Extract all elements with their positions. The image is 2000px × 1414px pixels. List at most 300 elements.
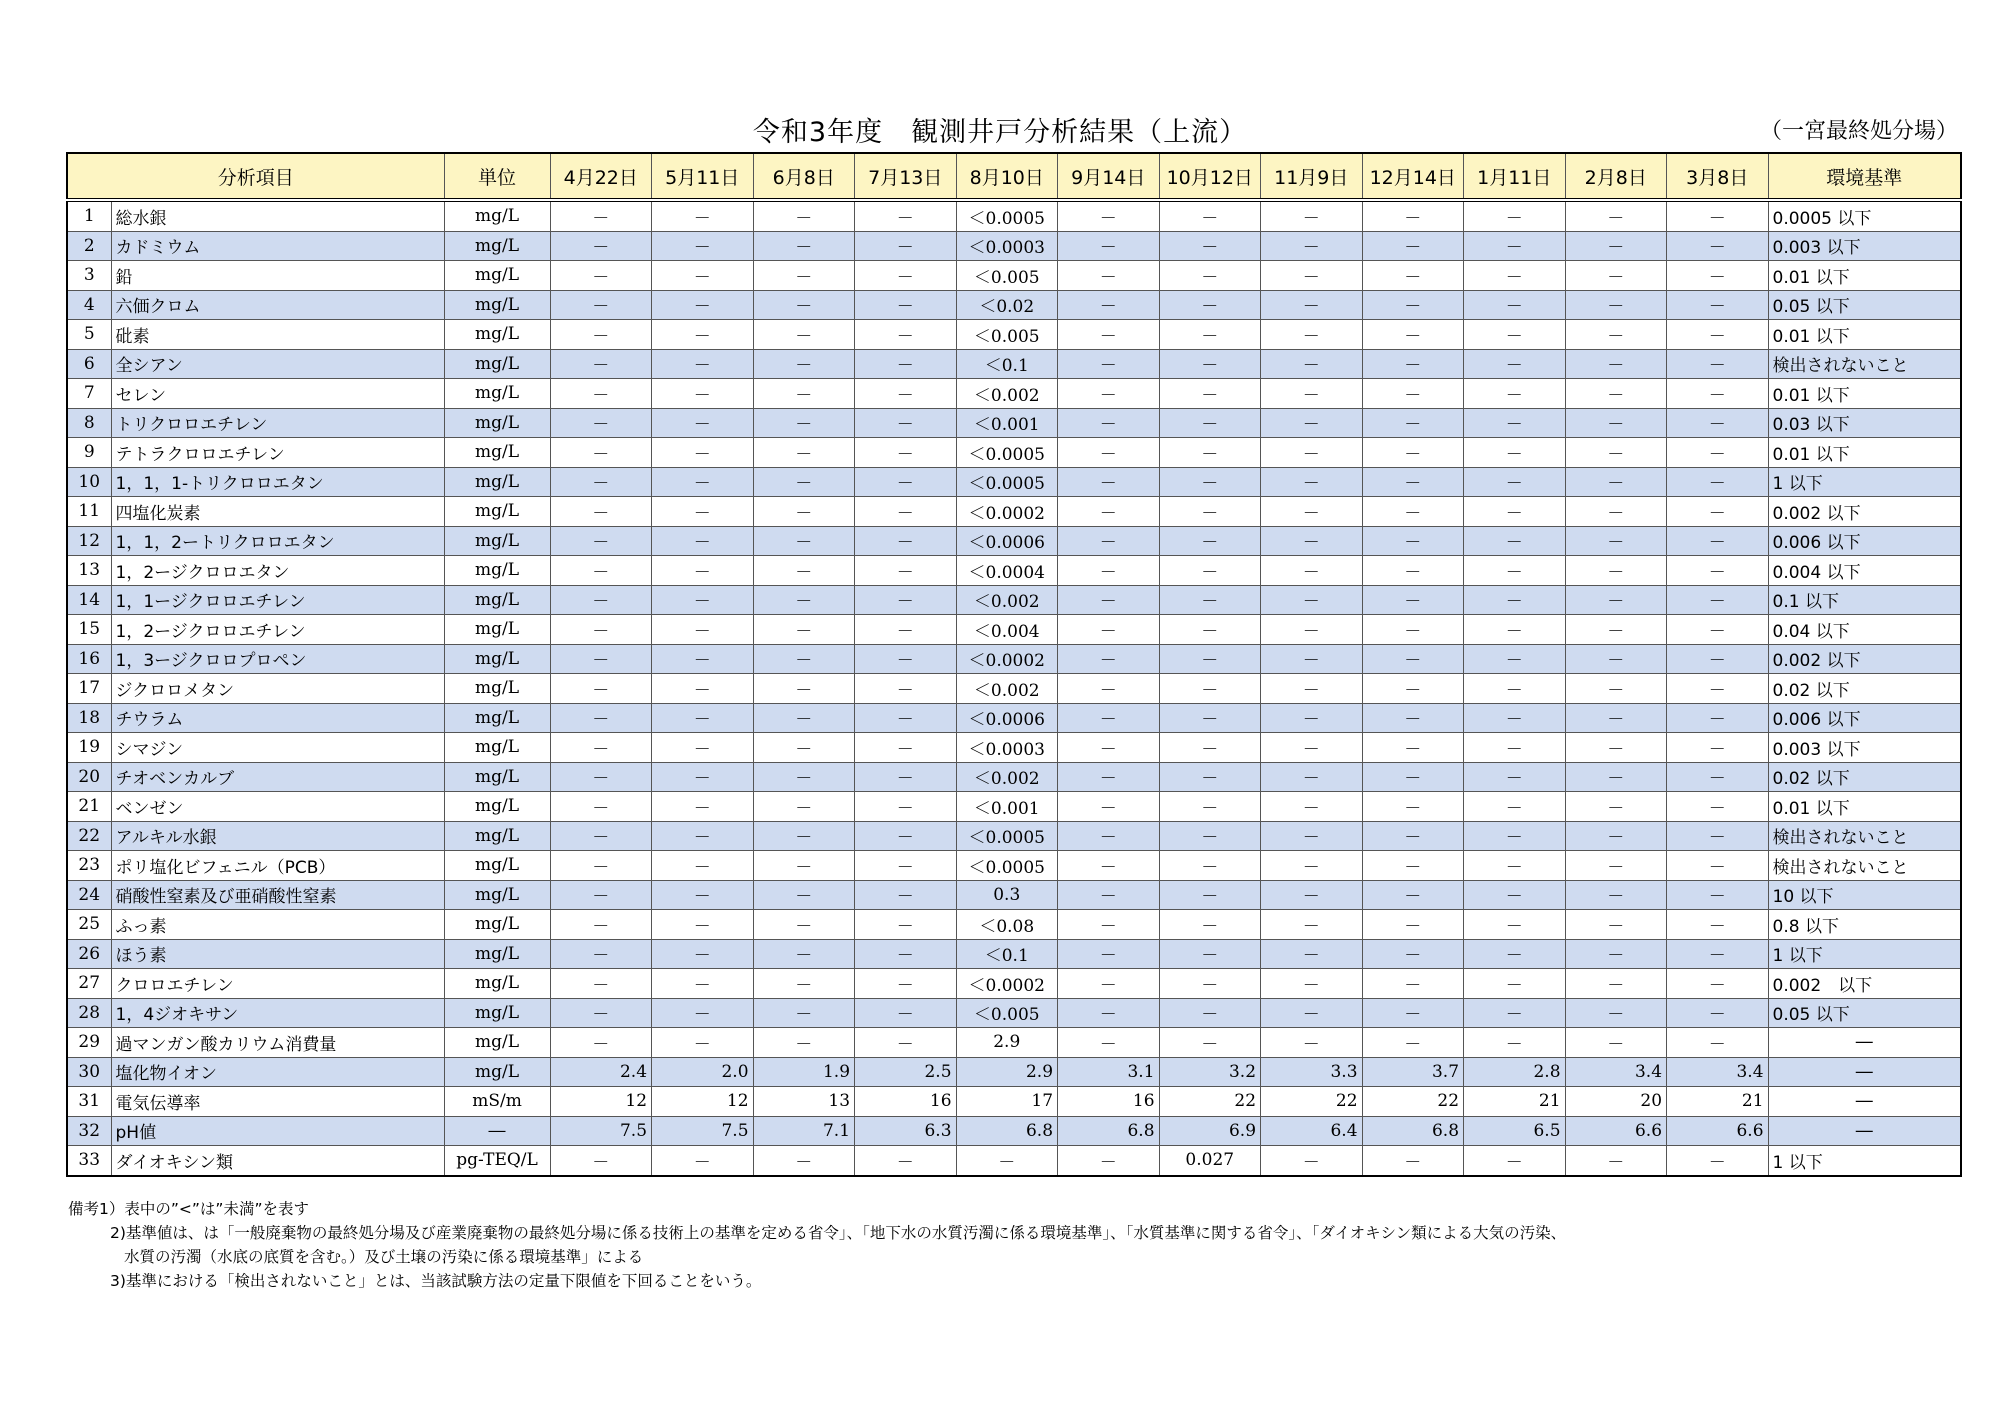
header-date: 9月14日 — [1058, 153, 1160, 200]
standard-cell: ― — [1768, 1028, 1961, 1058]
value-cell: － — [1058, 349, 1160, 379]
standard-cell: 1 以下 — [1768, 467, 1961, 497]
value-cell: － — [550, 261, 652, 291]
item-name: 1，1ージクロロエチレン — [111, 585, 444, 615]
header-date: 2月8日 — [1565, 153, 1667, 200]
value-cell: 7.1 — [753, 1116, 855, 1146]
value-cell: ＜0.002 — [956, 585, 1058, 615]
standard-cell: 0.004 以下 — [1768, 556, 1961, 586]
standard-cell: 0.04 以下 — [1768, 615, 1961, 645]
document-title: 令和3年度 観測井戸分析結果（上流） — [752, 117, 1248, 148]
value-cell: 6.5 — [1464, 1116, 1566, 1146]
value-cell: － — [753, 585, 855, 615]
value-cell: － — [652, 1028, 754, 1058]
value-cell: － — [1362, 1146, 1464, 1176]
value-cell: － — [652, 556, 754, 586]
item-name: チウラム — [111, 703, 444, 733]
value-cell: － — [652, 261, 754, 291]
value-cell: 17 — [956, 1087, 1058, 1117]
unit-cell: mg/L — [444, 762, 550, 792]
value-cell: － — [652, 880, 754, 910]
value-cell: ＜0.001 — [956, 792, 1058, 822]
value-cell: － — [1464, 526, 1566, 556]
value-cell: － — [753, 290, 855, 320]
value-cell: － — [1565, 939, 1667, 969]
value-cell: － — [1464, 585, 1566, 615]
value-cell: － — [550, 674, 652, 704]
value-cell: － — [753, 998, 855, 1028]
standard-cell: 0.002 以下 — [1768, 969, 1961, 999]
value-cell: － — [1464, 939, 1566, 969]
value-cell: － — [1565, 880, 1667, 910]
value-cell: － — [1058, 880, 1160, 910]
value-cell: － — [1464, 615, 1566, 645]
value-cell: 3.4 — [1667, 1057, 1769, 1087]
header-date: 1月11日 — [1464, 153, 1566, 200]
value-cell: － — [1261, 998, 1363, 1028]
row-number: 4 — [67, 290, 111, 320]
unit-cell: mg/L — [444, 408, 550, 438]
value-cell: － — [1667, 438, 1769, 468]
value-cell: － — [652, 821, 754, 851]
item-name: 過マンガン酸カリウム消費量 — [111, 1028, 444, 1058]
row-number: 10 — [67, 467, 111, 497]
table-row — [67, 644, 1961, 674]
value-cell: － — [753, 733, 855, 763]
value-cell: － — [652, 939, 754, 969]
value-cell: － — [1565, 821, 1667, 851]
value-cell: － — [1058, 320, 1160, 350]
value-cell: － — [1362, 969, 1464, 999]
value-cell: － — [1464, 200, 1566, 231]
row-number: 28 — [67, 998, 111, 1028]
header-date: 12月14日 — [1362, 153, 1464, 200]
value-cell: － — [1565, 467, 1667, 497]
analysis-results-table — [66, 152, 1962, 1177]
value-cell: － — [1464, 851, 1566, 881]
value-cell: － — [652, 910, 754, 940]
value-cell: － — [855, 320, 957, 350]
item-name: ふっ素 — [111, 910, 444, 940]
value-cell: － — [1464, 408, 1566, 438]
row-number: 17 — [67, 674, 111, 704]
row-number: 6 — [67, 349, 111, 379]
value-cell: 13 — [753, 1087, 855, 1117]
value-cell: － — [550, 703, 652, 733]
row-number: 8 — [67, 408, 111, 438]
standard-cell: 0.01 以下 — [1768, 320, 1961, 350]
value-cell: － — [1667, 615, 1769, 645]
value-cell: － — [1362, 674, 1464, 704]
item-name: ダイオキシン類 — [111, 1146, 444, 1176]
item-name: pH値 — [111, 1116, 444, 1146]
value-cell: － — [1565, 762, 1667, 792]
standard-cell: 0.003 以下 — [1768, 231, 1961, 261]
item-name: ポリ塩化ビフェニル（PCB） — [111, 851, 444, 881]
standard-cell: ― — [1768, 1057, 1961, 1087]
value-cell: 12 — [652, 1087, 754, 1117]
value-cell: － — [1667, 200, 1769, 231]
value-cell: － — [1667, 969, 1769, 999]
value-cell: － — [1058, 556, 1160, 586]
standard-cell: 0.01 以下 — [1768, 261, 1961, 291]
value-cell: － — [1159, 320, 1261, 350]
value-cell: － — [753, 1146, 855, 1176]
item-name: アルキル水銀 — [111, 821, 444, 851]
row-number: 5 — [67, 320, 111, 350]
table-row — [67, 792, 1961, 822]
value-cell: － — [1667, 792, 1769, 822]
value-cell: － — [1565, 1028, 1667, 1058]
value-cell: ＜0.005 — [956, 320, 1058, 350]
value-cell: － — [753, 969, 855, 999]
value-cell: ＜0.1 — [956, 939, 1058, 969]
value-cell: － — [550, 320, 652, 350]
value-cell: － — [1667, 939, 1769, 969]
value-cell: － — [753, 379, 855, 409]
table-row — [67, 200, 1961, 231]
value-cell: － — [855, 585, 957, 615]
value-cell: 6.8 — [1058, 1116, 1160, 1146]
value-cell: － — [855, 467, 957, 497]
value-cell: － — [1362, 703, 1464, 733]
value-cell: － — [1058, 674, 1160, 704]
value-cell: － — [855, 998, 957, 1028]
unit-cell: mg/L — [444, 556, 550, 586]
value-cell: ＜0.08 — [956, 910, 1058, 940]
value-cell: － — [1362, 526, 1464, 556]
value-cell: － — [1159, 379, 1261, 409]
value-cell: － — [652, 379, 754, 409]
site-name: （一宮最終処分場） — [1759, 119, 1958, 144]
table-row — [67, 1028, 1961, 1058]
value-cell: － — [1362, 910, 1464, 940]
value-cell: － — [550, 200, 652, 231]
item-name: 硝酸性窒素及び亜硝酸性窒素 — [111, 880, 444, 910]
value-cell: 3.3 — [1261, 1057, 1363, 1087]
standard-cell: 0.8 以下 — [1768, 910, 1961, 940]
value-cell: － — [652, 526, 754, 556]
value-cell: － — [550, 585, 652, 615]
item-name: 六価クロム — [111, 290, 444, 320]
value-cell: － — [550, 792, 652, 822]
table-row — [67, 349, 1961, 379]
value-cell: － — [1362, 851, 1464, 881]
value-cell: － — [1261, 939, 1363, 969]
value-cell: － — [1362, 261, 1464, 291]
value-cell: － — [1261, 703, 1363, 733]
value-cell: － — [956, 1146, 1058, 1176]
value-cell: 16 — [855, 1087, 957, 1117]
value-cell: － — [1464, 762, 1566, 792]
standard-cell: 0.002 以下 — [1768, 644, 1961, 674]
value-cell: － — [1667, 261, 1769, 291]
value-cell: － — [1159, 408, 1261, 438]
table-row — [67, 467, 1961, 497]
value-cell: － — [855, 969, 957, 999]
item-name: カドミウム — [111, 231, 444, 261]
row-number: 23 — [67, 851, 111, 881]
value-cell: ＜0.0006 — [956, 526, 1058, 556]
value-cell: 22 — [1261, 1087, 1363, 1117]
header-date: 5月11日 — [652, 153, 754, 200]
row-number: 9 — [67, 438, 111, 468]
standard-cell: 0.01 以下 — [1768, 379, 1961, 409]
value-cell: 12 — [550, 1087, 652, 1117]
value-cell: － — [1159, 821, 1261, 851]
value-cell: 16 — [1058, 1087, 1160, 1117]
table-row — [67, 497, 1961, 527]
unit-cell: mg/L — [444, 290, 550, 320]
table-row — [67, 762, 1961, 792]
value-cell: － — [1261, 349, 1363, 379]
value-cell: － — [1058, 762, 1160, 792]
row-number: 21 — [67, 792, 111, 822]
value-cell: － — [753, 261, 855, 291]
value-cell: ＜0.0003 — [956, 231, 1058, 261]
value-cell: － — [1159, 200, 1261, 231]
value-cell: － — [1261, 556, 1363, 586]
value-cell: － — [753, 644, 855, 674]
row-number: 33 — [67, 1146, 111, 1176]
value-cell: － — [550, 467, 652, 497]
value-cell: － — [855, 939, 957, 969]
value-cell: － — [1362, 998, 1464, 1028]
value-cell: － — [1464, 674, 1566, 704]
value-cell: － — [1058, 615, 1160, 645]
item-name: 四塩化炭素 — [111, 497, 444, 527]
value-cell: － — [1261, 526, 1363, 556]
value-cell: － — [550, 408, 652, 438]
value-cell: ＜0.005 — [956, 261, 1058, 291]
value-cell: － — [1667, 290, 1769, 320]
row-number: 16 — [67, 644, 111, 674]
table-row — [67, 969, 1961, 999]
value-cell: 6.3 — [855, 1116, 957, 1146]
value-cell: ＜0.0002 — [956, 969, 1058, 999]
item-name: シマジン — [111, 733, 444, 763]
value-cell: ＜0.0002 — [956, 497, 1058, 527]
value-cell: ＜0.0005 — [956, 438, 1058, 468]
standard-cell: 0.006 以下 — [1768, 526, 1961, 556]
value-cell: － — [1058, 792, 1160, 822]
value-cell: － — [550, 762, 652, 792]
table-row — [67, 939, 1961, 969]
value-cell: － — [1261, 762, 1363, 792]
value-cell: － — [1667, 733, 1769, 763]
value-cell: ＜0.004 — [956, 615, 1058, 645]
value-cell: － — [550, 349, 652, 379]
value-cell: － — [652, 1146, 754, 1176]
table-row — [67, 1116, 1961, 1146]
value-cell: － — [1464, 320, 1566, 350]
value-cell: 2.9 — [956, 1028, 1058, 1058]
unit-cell: mg/L — [444, 320, 550, 350]
value-cell: － — [1362, 290, 1464, 320]
value-cell: ＜0.0005 — [956, 821, 1058, 851]
value-cell: 21 — [1667, 1087, 1769, 1117]
value-cell: － — [1159, 703, 1261, 733]
table-row — [67, 1146, 1961, 1176]
value-cell: － — [652, 467, 754, 497]
row-number: 3 — [67, 261, 111, 291]
value-cell: － — [1261, 910, 1363, 940]
value-cell: － — [1261, 408, 1363, 438]
value-cell: 2.8 — [1464, 1057, 1566, 1087]
value-cell: － — [1261, 880, 1363, 910]
value-cell: － — [1261, 200, 1363, 231]
item-name: 1，3ージクロロプロペン — [111, 644, 444, 674]
unit-cell: mg/L — [444, 231, 550, 261]
value-cell: － — [753, 1028, 855, 1058]
value-cell: － — [550, 851, 652, 881]
value-cell: － — [1261, 438, 1363, 468]
value-cell: － — [855, 497, 957, 527]
value-cell: － — [1362, 438, 1464, 468]
item-name: 塩化物イオン — [111, 1057, 444, 1087]
table-row — [67, 821, 1961, 851]
value-cell: ＜0.002 — [956, 762, 1058, 792]
value-cell: － — [1159, 585, 1261, 615]
value-cell: － — [1667, 762, 1769, 792]
value-cell: － — [1159, 762, 1261, 792]
row-number: 31 — [67, 1087, 111, 1117]
value-cell: － — [753, 851, 855, 881]
table-row — [67, 851, 1961, 881]
value-cell: － — [1565, 231, 1667, 261]
table-row — [67, 674, 1961, 704]
value-cell: － — [652, 438, 754, 468]
value-cell: － — [1464, 880, 1566, 910]
value-cell: － — [1261, 467, 1363, 497]
value-cell: － — [1464, 467, 1566, 497]
value-cell: － — [1667, 880, 1769, 910]
value-cell: － — [1058, 438, 1160, 468]
table-row — [67, 910, 1961, 940]
value-cell: － — [855, 1028, 957, 1058]
value-cell: － — [1565, 615, 1667, 645]
unit-cell: mg/L — [444, 703, 550, 733]
value-cell: － — [550, 939, 652, 969]
value-cell: － — [550, 438, 652, 468]
value-cell: － — [1667, 349, 1769, 379]
value-cell: － — [652, 497, 754, 527]
value-cell: ＜0.002 — [956, 379, 1058, 409]
value-cell: － — [1565, 379, 1667, 409]
value-cell: － — [1362, 644, 1464, 674]
value-cell: － — [753, 200, 855, 231]
value-cell: － — [1362, 821, 1464, 851]
value-cell: － — [1362, 733, 1464, 763]
value-cell: － — [1464, 703, 1566, 733]
value-cell: － — [1565, 644, 1667, 674]
value-cell: － — [1058, 910, 1160, 940]
value-cell: ＜0.0005 — [956, 851, 1058, 881]
value-cell: － — [550, 1146, 652, 1176]
value-cell: － — [1261, 615, 1363, 645]
value-cell: － — [1362, 200, 1464, 231]
value-cell: － — [1565, 526, 1667, 556]
unit-cell: mg/L — [444, 969, 550, 999]
value-cell: － — [1159, 349, 1261, 379]
value-cell: － — [753, 615, 855, 645]
unit-cell: mS/m — [444, 1087, 550, 1117]
value-cell: － — [753, 526, 855, 556]
value-cell: － — [1058, 821, 1160, 851]
value-cell: － — [652, 703, 754, 733]
value-cell: － — [1464, 290, 1566, 320]
item-name: 砒素 — [111, 320, 444, 350]
value-cell: － — [855, 703, 957, 733]
value-cell: － — [1565, 320, 1667, 350]
value-cell: 6.8 — [956, 1116, 1058, 1146]
value-cell: ＜0.0004 — [956, 556, 1058, 586]
header-date: 7月13日 — [855, 153, 957, 200]
value-cell: － — [1362, 792, 1464, 822]
item-name: セレン — [111, 379, 444, 409]
item-name: 1，1，1-トリクロロエタン — [111, 467, 444, 497]
value-cell: － — [652, 200, 754, 231]
value-cell: － — [855, 674, 957, 704]
standard-cell: 0.0005 以下 — [1768, 200, 1961, 231]
value-cell: － — [652, 585, 754, 615]
item-name: クロロエチレン — [111, 969, 444, 999]
value-cell: － — [1362, 497, 1464, 527]
value-cell: － — [550, 1028, 652, 1058]
row-number: 25 — [67, 910, 111, 940]
value-cell: － — [1565, 910, 1667, 940]
value-cell: － — [1464, 497, 1566, 527]
unit-cell: mg/L — [444, 349, 550, 379]
unit-cell: mg/L — [444, 526, 550, 556]
value-cell: － — [550, 615, 652, 645]
table-row — [67, 290, 1961, 320]
value-cell: － — [1464, 998, 1566, 1028]
item-name: ジクロロメタン — [111, 674, 444, 704]
unit-cell: mg/L — [444, 585, 550, 615]
value-cell: 2.9 — [956, 1057, 1058, 1087]
value-cell: － — [855, 261, 957, 291]
value-cell: － — [1261, 792, 1363, 822]
row-number: 22 — [67, 821, 111, 851]
value-cell: － — [1464, 556, 1566, 586]
value-cell: － — [1058, 1146, 1160, 1176]
value-cell: － — [855, 792, 957, 822]
value-cell: － — [1261, 851, 1363, 881]
value-cell: － — [855, 349, 957, 379]
value-cell: － — [652, 792, 754, 822]
table-body — [67, 200, 1961, 1176]
item-name: テトラクロロエチレン — [111, 438, 444, 468]
value-cell: 20 — [1565, 1087, 1667, 1117]
value-cell: － — [1159, 526, 1261, 556]
value-cell: 21 — [1464, 1087, 1566, 1117]
value-cell: － — [855, 910, 957, 940]
value-cell: － — [1565, 290, 1667, 320]
value-cell: － — [1159, 467, 1261, 497]
value-cell: － — [652, 231, 754, 261]
value-cell: － — [1159, 615, 1261, 645]
value-cell: － — [1667, 1028, 1769, 1058]
value-cell: － — [1565, 261, 1667, 291]
item-name: チオベンカルブ — [111, 762, 444, 792]
value-cell: － — [855, 821, 957, 851]
standard-cell: 0.03 以下 — [1768, 408, 1961, 438]
unit-cell: mg/L — [444, 467, 550, 497]
standard-cell: 0.02 以下 — [1768, 674, 1961, 704]
value-cell: － — [1058, 231, 1160, 261]
value-cell: － — [1362, 615, 1464, 645]
